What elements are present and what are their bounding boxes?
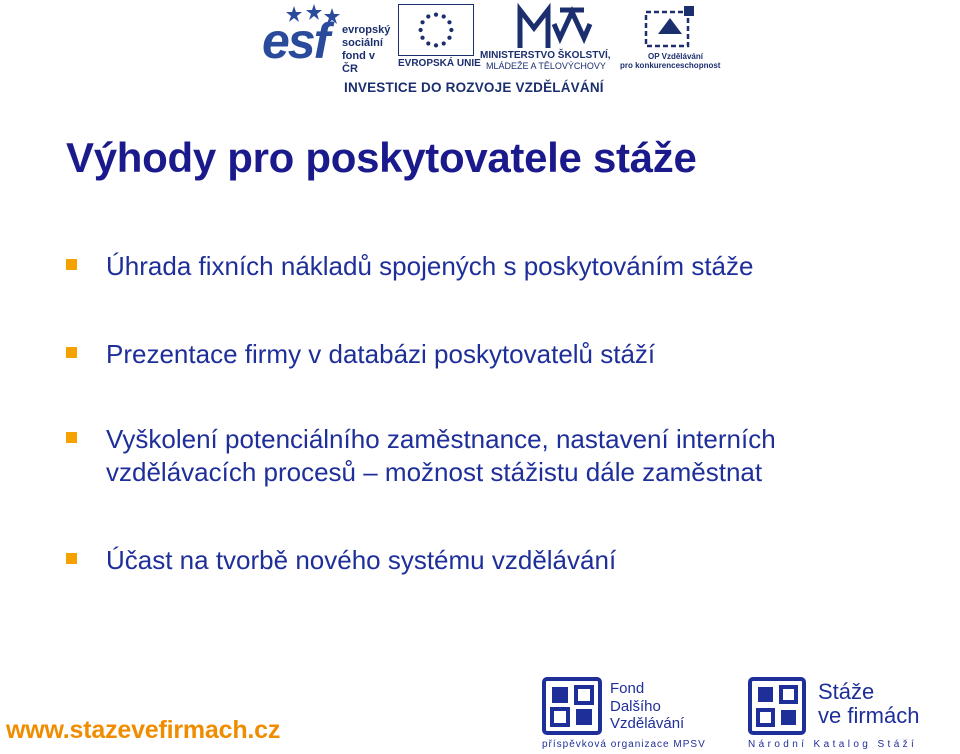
bullet-square-icon bbox=[66, 432, 77, 443]
esf-line1: evropský bbox=[342, 24, 391, 36]
svf-line1: Stáže bbox=[818, 679, 875, 704]
svf-name bbox=[818, 680, 919, 728]
fdv-name bbox=[610, 680, 684, 733]
svf-subtitle: Národní Katalog Stáží bbox=[748, 739, 918, 750]
op-logo-icon bbox=[640, 4, 698, 52]
op-label-line1: OP Vzdělávání bbox=[648, 52, 703, 61]
esf-line3: fond v ČR bbox=[342, 50, 375, 75]
bullet-text: Prezentace firmy v databázi poskytovatelů stáží bbox=[106, 339, 656, 369]
bullet-square-icon bbox=[66, 347, 77, 358]
bullet-square-icon bbox=[66, 259, 77, 270]
bullet-text: Vyškolení potenciálního zaměstnance, nastavení interních vzdělávacích procesů – možnost stážistu dále zaměstnat bbox=[106, 424, 776, 487]
eu-label: EVROPSKÁ UNIE bbox=[398, 58, 481, 69]
slide-title: Výhody pro poskytovatele stáže bbox=[66, 134, 697, 181]
fdv-line3: Vzdělávání bbox=[610, 715, 685, 732]
svf-line2: ve firmách bbox=[818, 703, 920, 728]
esf-text bbox=[342, 24, 392, 76]
header-logos bbox=[0, 0, 960, 100]
fdv-line2: Dalšího bbox=[610, 697, 661, 715]
website-link[interactable]: www.stazevefirmach.cz bbox=[6, 716, 281, 744]
svf-logo-icon bbox=[748, 677, 806, 735]
msmt-label-line2: MLÁDEŽE A TĚLOVÝCHOVY bbox=[486, 61, 606, 71]
msmt-label-line1: MINISTERSTVO ŠKOLSTVÍ, bbox=[480, 50, 611, 61]
fdv-logo-icon bbox=[542, 677, 602, 735]
bullet-square-icon bbox=[66, 553, 77, 564]
op-label-line2: pro konkurenceschopnost bbox=[620, 61, 721, 70]
esf-logo bbox=[262, 4, 392, 75]
bullet-text: Úhrada fixních nákladů spojených s poskytováním stáže bbox=[106, 251, 754, 281]
esf-line2: sociální bbox=[342, 37, 383, 49]
fdv-line1: Fond bbox=[610, 680, 645, 697]
esf-mark: esf bbox=[262, 13, 329, 69]
fdv-subtitle: příspěvková organizace MPSV bbox=[542, 739, 706, 750]
investice-tagline: INVESTICE DO ROZVOJE VZDĚLÁVÁNÍ bbox=[344, 80, 604, 95]
eu-flag-icon bbox=[398, 4, 474, 56]
bullet-text: Účast na tvorbě nového systému vzdělávání bbox=[106, 545, 617, 575]
